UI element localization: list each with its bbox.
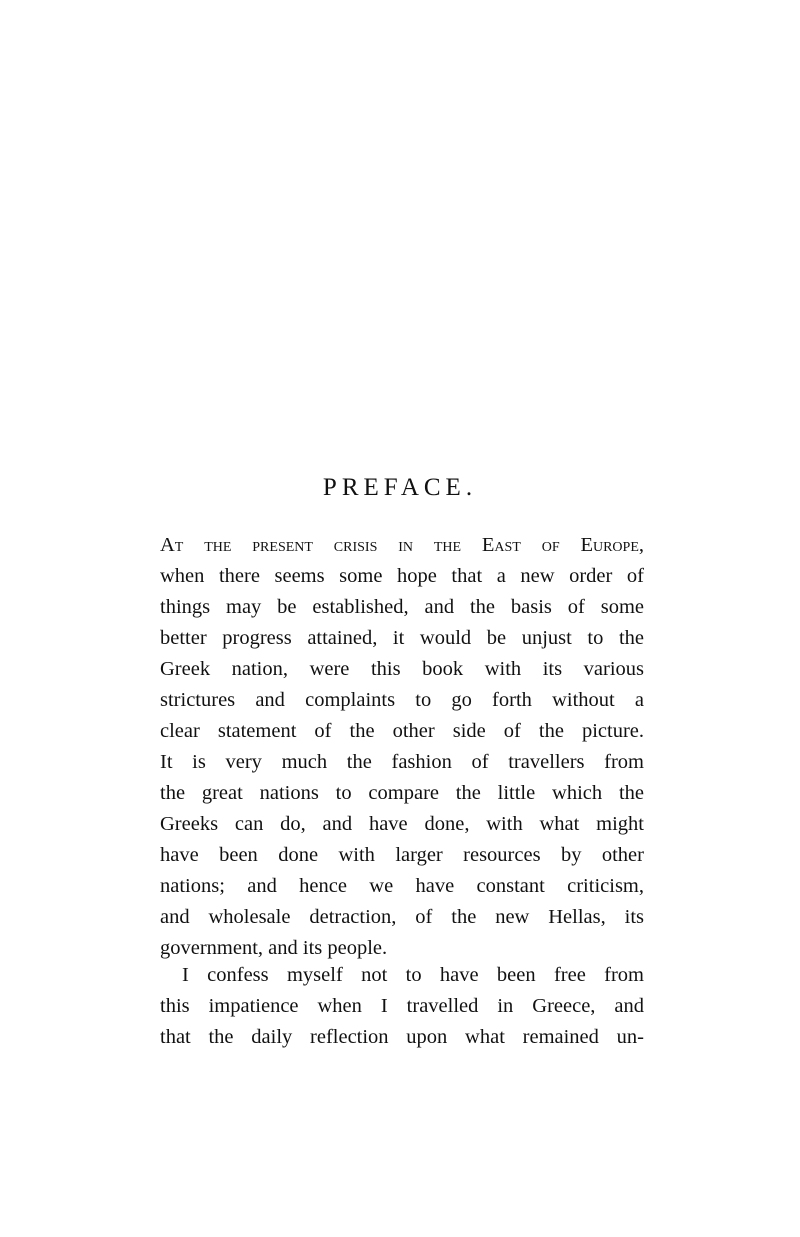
- text-line: the great nations to compare the little which the: [160, 782, 644, 804]
- text-line: when there seems some hope that a new order of: [160, 565, 644, 587]
- text-line: nations; and hence we have constant criticism,: [160, 875, 644, 897]
- text-line: Greek nation, were this book with its various: [160, 658, 644, 680]
- text-line: I confess myself not to have been free from: [182, 964, 644, 986]
- text-line: It is very much the fashion of travellers from: [160, 751, 644, 773]
- paragraph-2: [160, 960, 644, 1053]
- text-line: government, and its people.: [160, 937, 388, 959]
- text-line: At the present crisis in the East of Europe,: [160, 534, 644, 556]
- text-line: things may be established, and the basis of some: [160, 596, 644, 618]
- text-line: and wholesale detraction, of the new Hellas, its: [160, 906, 644, 928]
- text-line: have been done with larger resources by other: [160, 844, 644, 866]
- text-line: this impatience when I travelled in Greece, and: [160, 995, 644, 1017]
- paragraph-1: [160, 530, 644, 964]
- text-line: that the daily reflection upon what remained un-: [160, 1026, 644, 1048]
- text-line: clear statement of the other side of the picture.: [160, 720, 644, 742]
- text-line: strictures and complaints to go forth without a: [160, 689, 644, 711]
- page-title: PREFACE.: [322, 474, 478, 501]
- text-line: better progress attained, it would be unjust to the: [160, 627, 644, 649]
- text-line: Greeks can do, and have done, with what might: [160, 813, 644, 835]
